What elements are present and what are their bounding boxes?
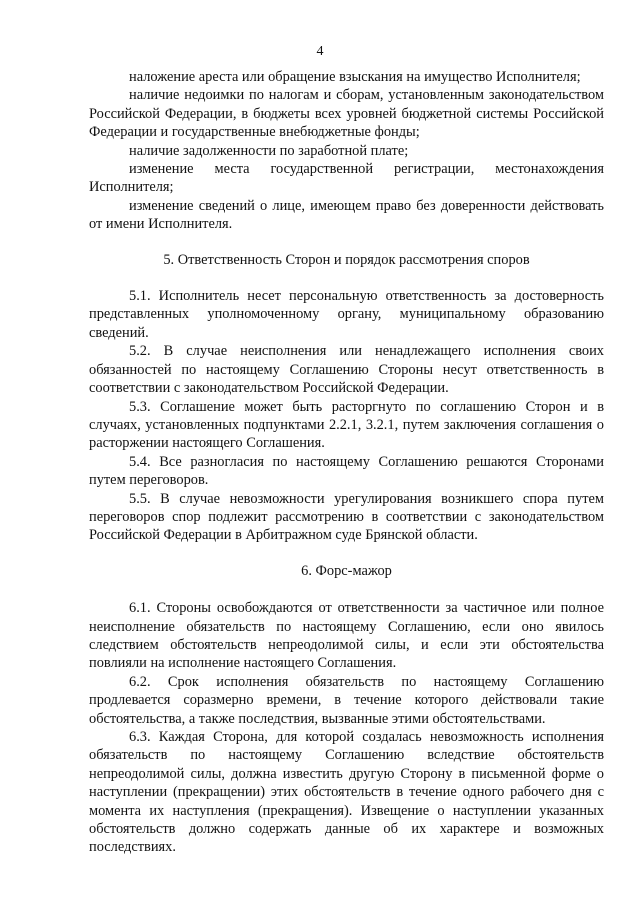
paragraph-6-2: 6.2. Срок исполнения обязательств по настоящему Соглашению продлевается соразмерно времени, в течение которого действовали такие обстоятельства, а также последствия, вызванные этими обстоятельствами. — [89, 673, 604, 727]
clause-arrest: наложение ареста или обращение взыскания на имущество Исполнителя; — [129, 69, 581, 85]
paragraph-5-1: 5.1. Исполнитель несет персональную ответственность за достоверность представленных уполномоченному органу, муниципальному образованию сведений. — [89, 288, 604, 341]
document-body — [89, 68, 604, 857]
clause-tax-arrears: наличие недоимки по налогам и сборам, установленным законодательством Российской Федерации, в бюджеты всех уровней бюджетной системы Российской Федерации и государственные внебюджетные фонды; — [89, 87, 604, 141]
section-6-heading: 6. Форс-мажор — [301, 562, 392, 579]
paragraph-5-2: 5.2. В случае неисполнения или ненадлежащего исполнения своих обязанностей по настоящему Соглашению Стороны несут ответственность в соответствии с законодательством Российской Федерации. — [89, 343, 604, 397]
paragraph-5-4: 5.4. Все разногласия по настоящему Соглашению решаются Сторонами путем переговоров. — [89, 453, 604, 489]
paragraph-5-5: 5.5. В случае невозможности урегулирования возникшего спора путем переговоров спор подлежит рассмотрению в соответствии с законодательством Российской Федерации в Арбитражном суде Брянской области. — [89, 490, 604, 544]
clause-wage-debt: наличие задолженности по заработной плате; — [129, 142, 409, 159]
page-number: 4 — [316, 44, 324, 59]
paragraph-5-3: 5.3. Соглашение может быть расторгнуто по соглашению Сторон и в случаях, установленных подпунктами 2.2.1, 3.2.1, путем заключения соглашения о расторжении настоящего Соглашения. — [89, 398, 604, 452]
clause-representative-change: изменение сведений о лице, имеющем право без доверенности действовать от имени Исполнителя. — [89, 197, 604, 233]
paragraph-6-1: 6.1. Стороны освобождаются от ответственности за частичное или полное неисполнение обязательств по настоящему Соглашению, если оно явилось следствием обстоятельств непреодолимой силы, и если эти обстоятельства повлияли на исполнение настоящего Соглашения. — [89, 600, 604, 672]
clause-registration-change: изменение места государственной регистрации, местонахождения Исполнителя; — [89, 161, 604, 196]
section-5-heading: 5. Ответственность Сторон и порядок рассмотрения споров — [163, 251, 530, 268]
paragraph-6-3: 6.3. Каждая Сторона, для которой создалась невозможность исполнения обязательств по настоящему Соглашению вследствие обстоятельств непреодолимой силы, должна известить другую Сторону в письменной форме о наступлении (прекращении) этих обстоятельств в течение одного рабочего дня с момента их наступления (прекращения). Извещение о наступлении указанных обстоятельств должно содержать данные об их характере и возможных последствиях. — [89, 729, 604, 856]
